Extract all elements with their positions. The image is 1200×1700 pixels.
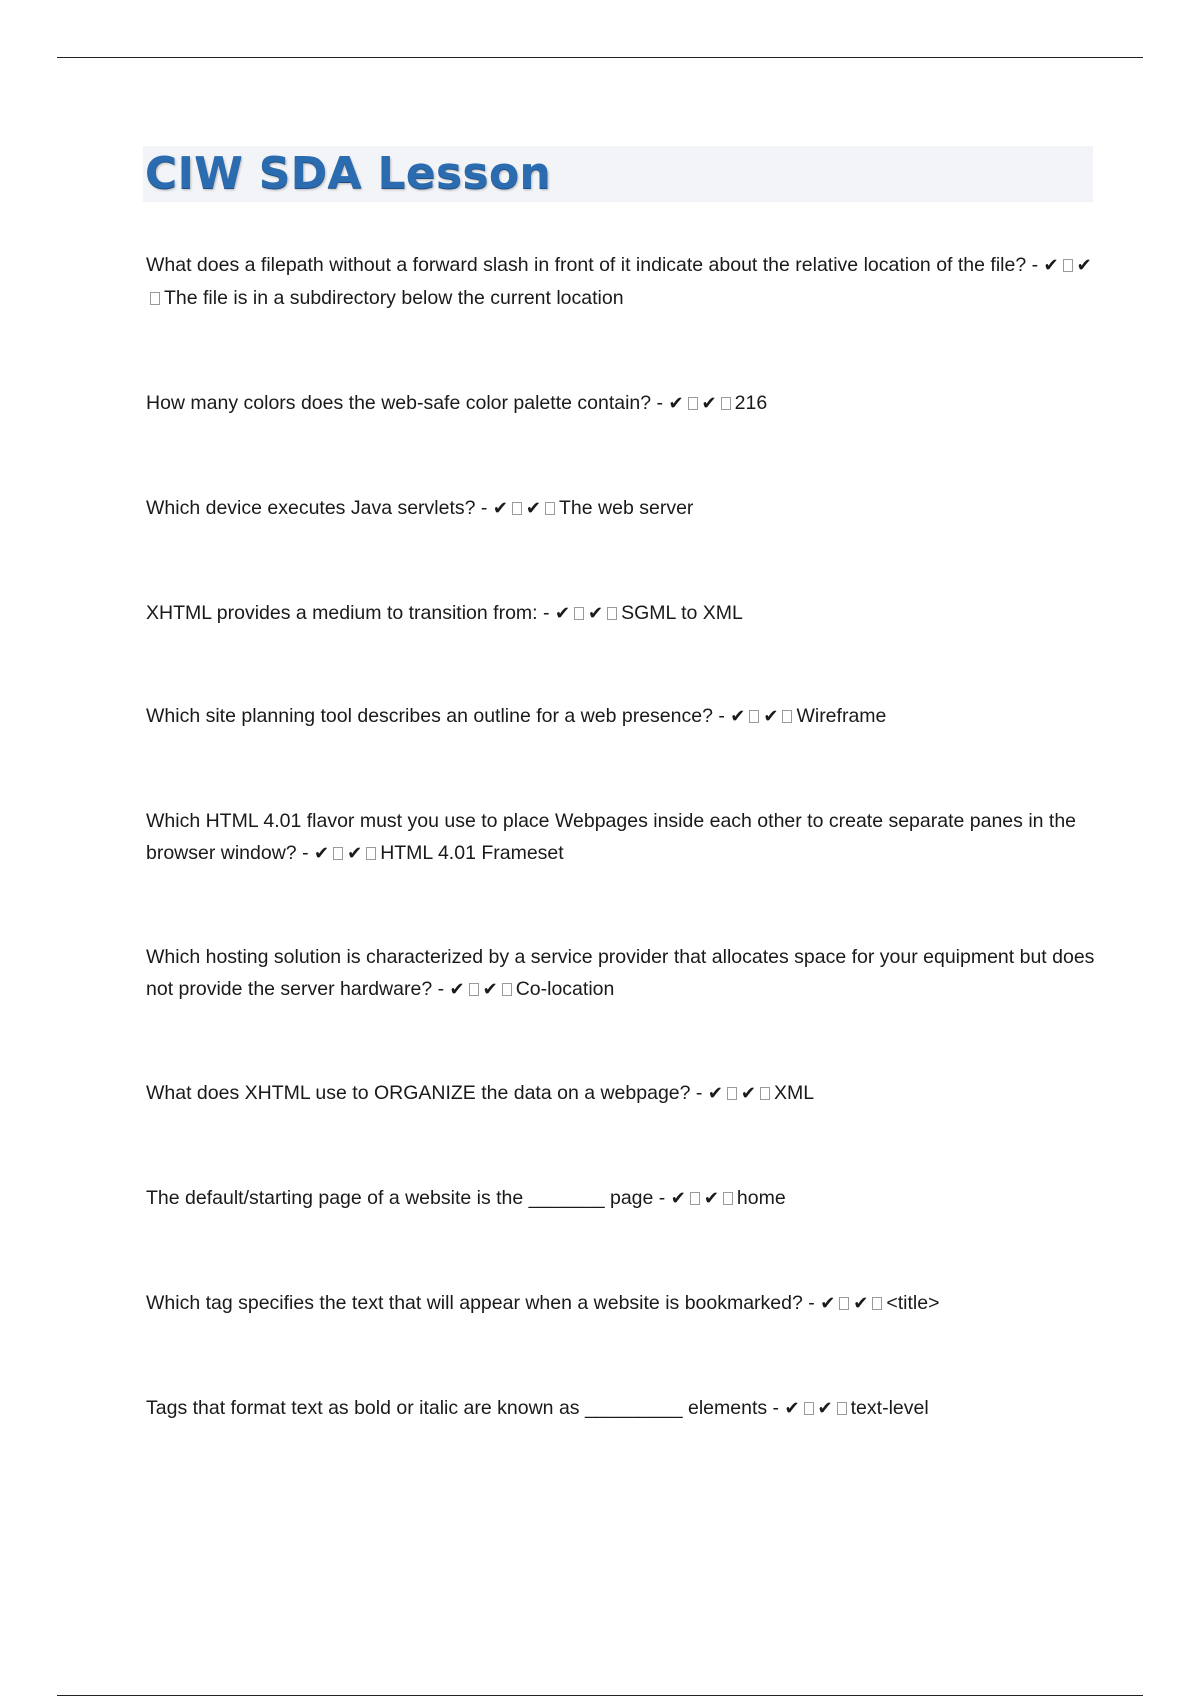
- check-mark-icon: ✔: [784, 1398, 800, 1419]
- separator: -: [802, 1292, 821, 1314]
- box-glyph-icon: [782, 710, 792, 723]
- check-mark-icon: ✔: [588, 603, 604, 624]
- separator: -: [767, 1397, 785, 1419]
- check-mark-icon: ✔: [554, 603, 571, 624]
- separator: -: [712, 705, 731, 727]
- box-glyph-icon: [749, 710, 759, 723]
- box-glyph-icon: [727, 1087, 737, 1100]
- page-title: CIW SDA Lesson: [145, 148, 552, 199]
- box-glyph-icon: [688, 397, 698, 410]
- box-glyph-icon: [837, 1402, 847, 1415]
- qa-item: [146, 249, 1096, 314]
- title-banner: [143, 146, 1093, 202]
- answer-text: Wireframe: [796, 705, 887, 727]
- separator: -: [1026, 254, 1044, 276]
- box-glyph-icon: [607, 607, 617, 620]
- check-mark-icon: ✔: [703, 1188, 719, 1209]
- box-glyph-icon: [839, 1297, 849, 1310]
- question-text: The default/starting page of a website is the _______ page: [146, 1187, 654, 1209]
- box-glyph-icon: [721, 397, 731, 410]
- question-text: XHTML provides a medium to transition from:: [146, 602, 538, 624]
- box-glyph-icon: [150, 292, 160, 305]
- box-glyph-icon: [723, 1192, 733, 1205]
- answer-text: Co-location: [515, 978, 615, 1000]
- qa-item: [146, 597, 1096, 630]
- separator: -: [653, 1187, 671, 1209]
- separator: -: [475, 497, 493, 519]
- box-glyph-icon: [804, 1402, 814, 1415]
- top-rule: [57, 57, 1143, 58]
- box-glyph-icon: [512, 502, 522, 515]
- question-text: Which tag specifies the text that will appear when a website is bookmarked?: [146, 1292, 803, 1314]
- bottom-rule: [57, 1695, 1143, 1696]
- check-mark-icon: ✔: [817, 1398, 833, 1419]
- answer-text: home: [736, 1187, 786, 1209]
- question-text: Which HTML 4.01 flavor must you use to place Webpages inside each other to create separate panes in the browser window?: [146, 810, 1077, 864]
- question-text: How many colors does the web-safe color palette contain?: [146, 392, 652, 414]
- qa-item: [146, 1392, 1096, 1425]
- check-mark-icon: ✔: [670, 1188, 686, 1209]
- check-mark-icon: ✔: [668, 393, 684, 414]
- qa-item: [146, 700, 1096, 733]
- check-mark-icon: ✔: [525, 498, 542, 519]
- question-text: Which device executes Java servlets?: [146, 497, 476, 519]
- separator: -: [296, 842, 314, 864]
- answer-text: text-level: [850, 1397, 929, 1419]
- check-mark-icon: ✔: [707, 1083, 723, 1104]
- answer-text: SGML to XML: [621, 602, 743, 624]
- qa-item: [146, 492, 1096, 525]
- check-mark-icon: ✔: [701, 393, 717, 414]
- answer-text: The file is in a subdirectory below the current location: [164, 287, 624, 309]
- box-glyph-icon: [333, 847, 343, 860]
- separator: -: [651, 392, 669, 414]
- box-glyph-icon: [469, 983, 479, 996]
- separator: -: [690, 1082, 708, 1104]
- box-glyph-icon: [760, 1087, 770, 1100]
- qa-item: [146, 941, 1096, 1006]
- box-glyph-icon: [574, 607, 584, 620]
- answer-text: 216: [734, 392, 768, 414]
- question-text: Tags that format text as bold or italic are known as _________ elements: [146, 1397, 768, 1419]
- answer-text: <title>: [886, 1292, 940, 1314]
- qa-item: [146, 1182, 1096, 1215]
- check-mark-icon: ✔: [763, 706, 779, 727]
- question-text: Which hosting solution is characterized by a service provider that allocates space for your equipment but does not provide the server hardware?: [146, 946, 1095, 1000]
- qa-item: [146, 1287, 1096, 1320]
- check-mark-icon: ✔: [820, 1293, 836, 1314]
- question-text: What does a filepath without a forward slash in front of it indicate about the relative location of the file?: [146, 254, 1027, 276]
- check-mark-icon: ✔: [1043, 255, 1059, 276]
- check-mark-icon: ✔: [314, 843, 330, 864]
- check-mark-icon: ✔: [730, 706, 746, 727]
- qa-item: [146, 805, 1096, 870]
- check-mark-icon: ✔: [449, 979, 465, 1000]
- question-text: What does XHTML use to ORGANIZE the data on a webpage?: [146, 1082, 691, 1104]
- box-glyph-icon: [502, 983, 512, 996]
- check-mark-icon: ✔: [492, 498, 508, 519]
- box-glyph-icon: [690, 1192, 700, 1205]
- answer-text: The web server: [559, 497, 694, 519]
- separator: -: [432, 978, 450, 1000]
- box-glyph-icon: [1063, 259, 1073, 272]
- check-mark-icon: ✔: [853, 1293, 869, 1314]
- answer-text: HTML 4.01 Frameset: [380, 842, 564, 864]
- check-mark-icon: ✔: [1076, 255, 1092, 276]
- box-glyph-icon: [366, 847, 376, 860]
- qa-item: [146, 1077, 1096, 1110]
- separator: -: [537, 602, 555, 624]
- box-glyph-icon: [872, 1297, 882, 1310]
- answer-text: XML: [774, 1082, 815, 1104]
- box-glyph-icon: [545, 502, 555, 515]
- question-text: Which site planning tool describes an outline for a web presence?: [146, 705, 713, 727]
- check-mark-icon: ✔: [482, 979, 498, 1000]
- check-mark-icon: ✔: [740, 1083, 757, 1104]
- check-mark-icon: ✔: [347, 843, 363, 864]
- qa-item: [146, 387, 1096, 420]
